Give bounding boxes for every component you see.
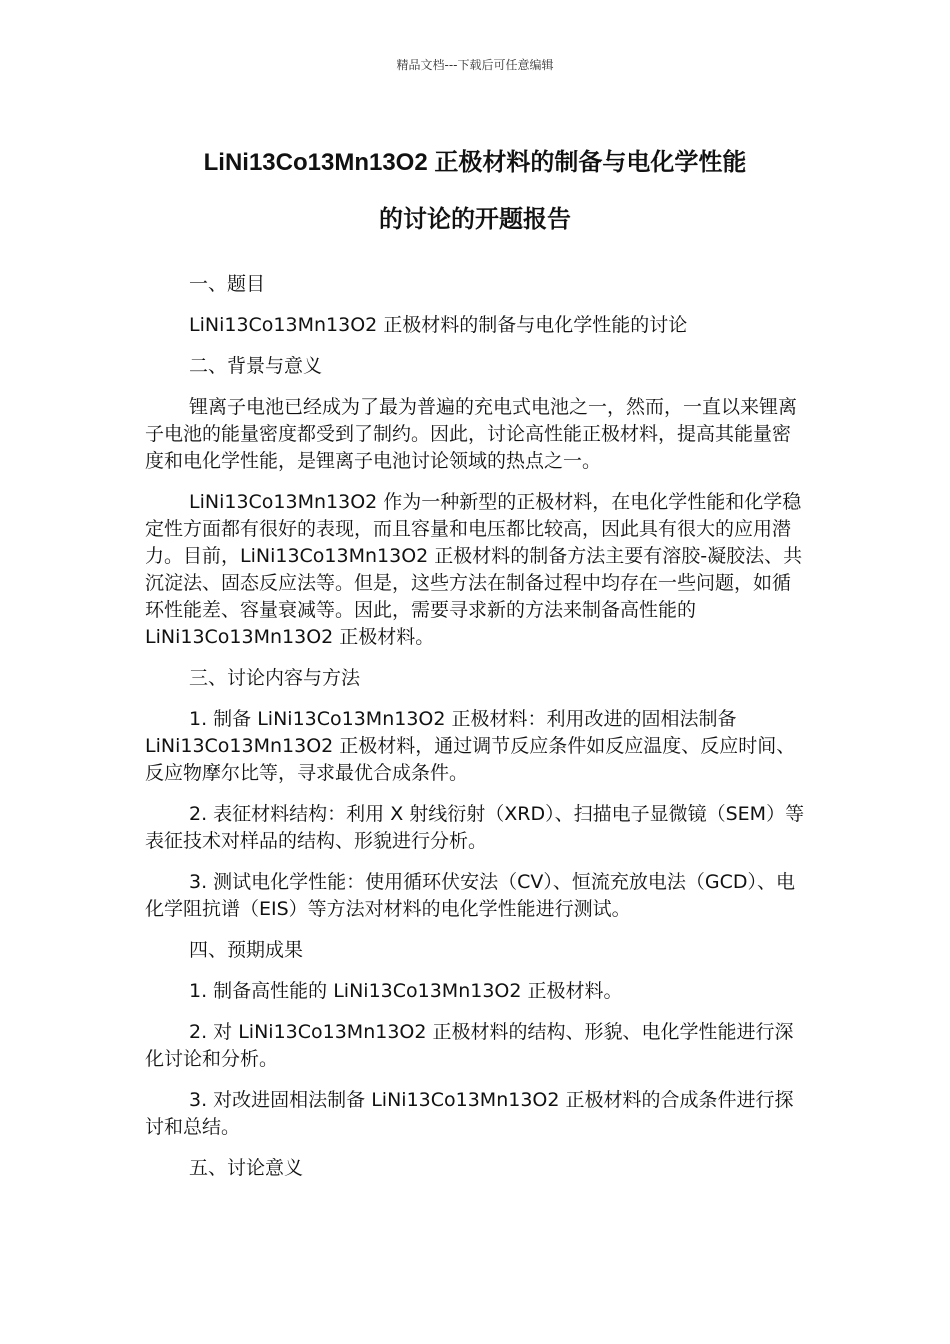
results-item-1: 1. 制备高性能的 LiNi13Co13Mn13O2 正极材料。	[189, 980, 623, 1002]
document-body	[145, 271, 807, 1196]
methods-item-2: 2. 表征材料结构：利用 X 射线衍射（XRD）、扫描电子显微镜（SEM）等表征技术对样品的结构、形貌进行分析。	[145, 803, 805, 852]
section-heading-results: 四、预期成果	[189, 939, 304, 961]
section-heading-topic: 一、题目	[189, 273, 266, 295]
methods-item-3: 3. 测试电化学性能：使用循环伏安法（CV）、恒流充放电法（GCD）、电化学阻抗谱（EIS）等方法对材料的电化学性能进行测试。	[145, 871, 796, 920]
title-line-1: LiNi13Co13Mn13O2 正极材料的制备与电化学性能	[203, 149, 747, 176]
document-title	[120, 134, 830, 248]
background-paragraph-1: 锂离子电池已经成为了最为普遍的充电式电池之一，然而，一直以来锂离子电池的能量密度都受到了制约。因此，讨论高性能正极材料，提高其能量密度和电化学性能，是锂离子电池讨论领域的热点之一。	[145, 396, 798, 472]
section-heading-significance: 五、讨论意义	[189, 1157, 304, 1179]
results-item-3: 3. 对改进固相法制备 LiNi13Co13Mn13O2 正极材料的合成条件进行探讨和总结。	[145, 1089, 794, 1138]
results-item-2: 2. 对 LiNi13Co13Mn13O2 正极材料的结构、形貌、电化学性能进行深化讨论和分析。	[145, 1021, 794, 1070]
header-note: 精品文档---下载后可任意编辑	[396, 58, 554, 72]
section-heading-background: 二、背景与意义	[189, 355, 323, 377]
title-line-2: 的讨论的开题报告	[379, 206, 571, 233]
section-heading-methods: 三、讨论内容与方法	[189, 667, 361, 689]
background-paragraph-2: LiNi13Co13Mn13O2 作为一种新型的正极材料，在电化学性能和化学稳定性方面都有很好的表现，而且容量和电压都比较高，因此具有很大的应用潜力。目前，LiNi13Co13Mn13O2 正极材料的制备方法主要有溶胶-凝胶法、共沉淀法、固态反应法等。但是，这些方法在制备过程中均存在一些问题，如循环性能差、容量衰减等。因此，需要寻求新的方法来制备高性能的 LiNi13Co13Mn13O2 正极材料。	[145, 491, 803, 648]
topic-text: LiNi13Co13Mn13O2 正极材料的制备与电化学性能的讨论	[189, 314, 688, 336]
methods-item-1: 1. 制备 LiNi13Co13Mn13O2 正极材料：利用改进的固相法制备 LiNi13Co13Mn13O2 正极材料，通过调节反应条件如反应温度、反应时间、反应物摩尔比等，寻求最优合成条件。	[145, 708, 796, 784]
